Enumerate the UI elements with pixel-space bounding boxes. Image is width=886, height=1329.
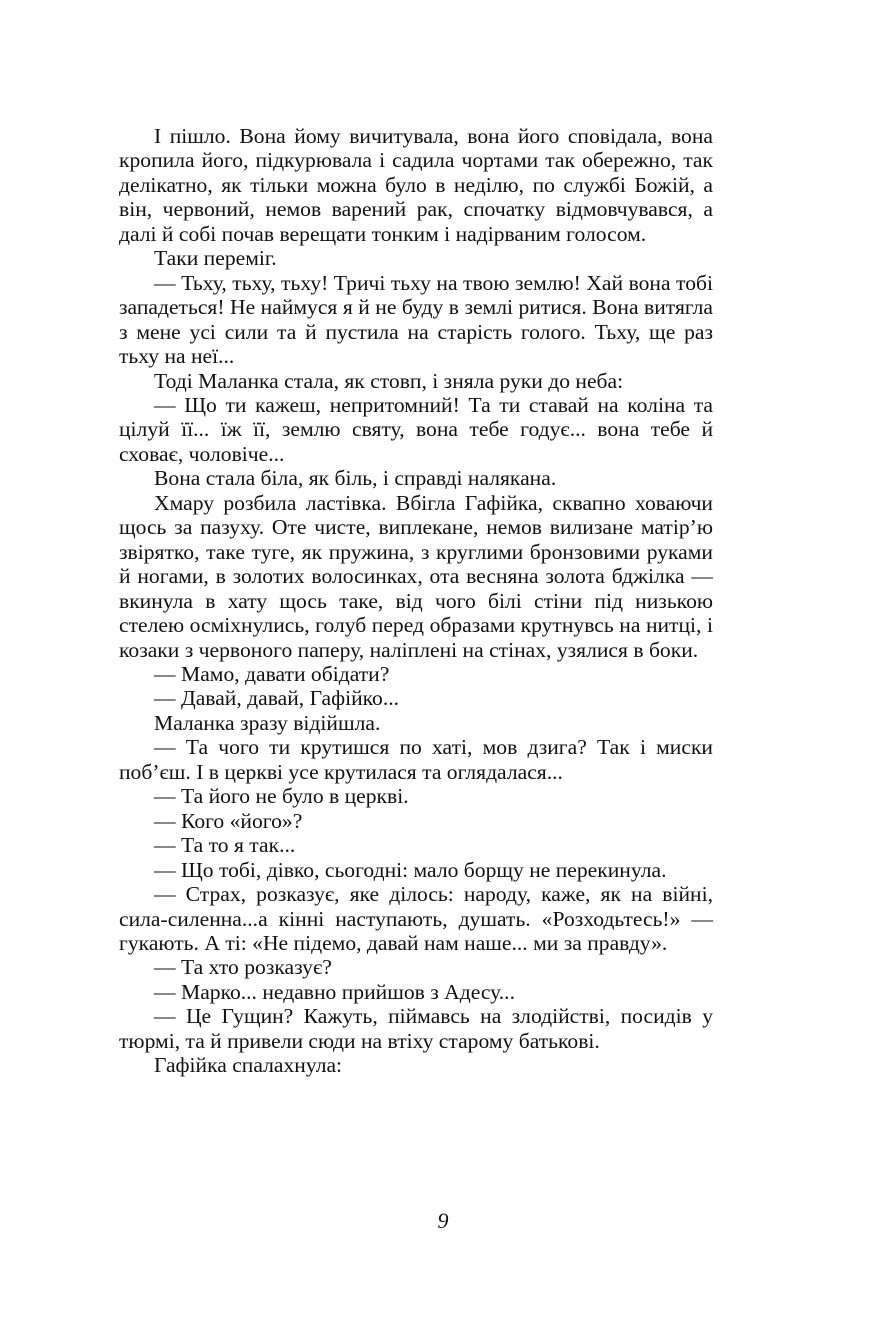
paragraph: — Марко... недавно прийшов з Адесу... xyxy=(154,979,515,1004)
body-text xyxy=(119,124,713,1078)
paragraph: — Та чого ти крутишся по хаті, мов дзига? Так і миски поб’єш. І в церкві усе крутилася та оглядалася... xyxy=(119,735,713,784)
paragraph: — Та хто розказує? xyxy=(154,955,332,980)
paragraph: — Та його не було в церкві. xyxy=(154,784,409,809)
paragraph: Хмару розбила ластівка. Вбігла Гафійка, сквапно ховаючи щось за пазуху. Оте чисте, виплекане, немов вилизане матір’ю звірятко, таке туге, як пружина, з круглими бронзовими руками й ногами, в золотих волосинках, ота весняна золота бджілка — вкинула в хату щось таке, від чого білі стіни під низькою стелею осміхнулись, голуб перед образами крутнувсь на нитці, і козаки з червоного паперу, наліплені на стінах, узялися в боки. xyxy=(119,490,713,662)
paragraph: І пішло. Вона йому вичитувала, вона його сповідала, вона кропила його, підкурювала і садила чортами так обережно, так делікатно, як тільки можна було в неділю, по службі Божій, а він, червоний, немов варений рак, спочатку відмовчувався, а далі й собі почав верещати тонким і надірваним голосом. xyxy=(119,124,713,246)
paragraph: Вона стала біла, як біль, і справді налякана. xyxy=(154,466,557,491)
paragraph: — Це Гущин? Кажуть, піймавсь на злодійстві, посидів у тюрмі, та й привели сюди на втіху старому батькові. xyxy=(119,1004,713,1053)
paragraph: — Тьху, тьху, тьху! Тричі тьху на твою землю! Хай вона тобі западеться! Не наймуся я й не буду в землі ритися. Вона витягла з мене усі сили та й пустила на старість голого. Тьху, ще раз тьху на неї... xyxy=(119,270,713,369)
paragraph: Гафійка спалахнула: xyxy=(154,1053,343,1078)
paragraph: — Давай, давай, Гафійко... xyxy=(154,686,400,711)
paragraph: — Що тобі, дівко, сьогодні: мало борщу не перекинула. xyxy=(154,857,667,882)
paragraph: — Що ти кажеш, непритомний! Та ти ставай на коліна та цілуй її... їж її, землю святу, вона тебе годує... вона тебе й сховає, чоловіче... xyxy=(119,392,713,466)
paragraph: Тоді Маланка стала, як стовп, і зняла руки до неба: xyxy=(154,368,624,393)
paragraph: Таки переміг. xyxy=(154,246,277,271)
paragraph: — Та то я так... xyxy=(154,833,296,858)
paragraph: Маланка зразу відійшла. xyxy=(154,710,381,735)
paragraph: — Страх, розказує, яке ділось: народу, каже, як на війні, сила-силенна...а кінні наступають, душать. «Розходьтесь!» — гукають. А ті: «Не підемо, давай нам наше... ми за правду». xyxy=(119,882,713,955)
paragraph: — Кого «його»? xyxy=(154,808,303,833)
page-number: 9 xyxy=(437,1208,449,1233)
paragraph: — Мамо, давати обідати? xyxy=(154,661,390,686)
